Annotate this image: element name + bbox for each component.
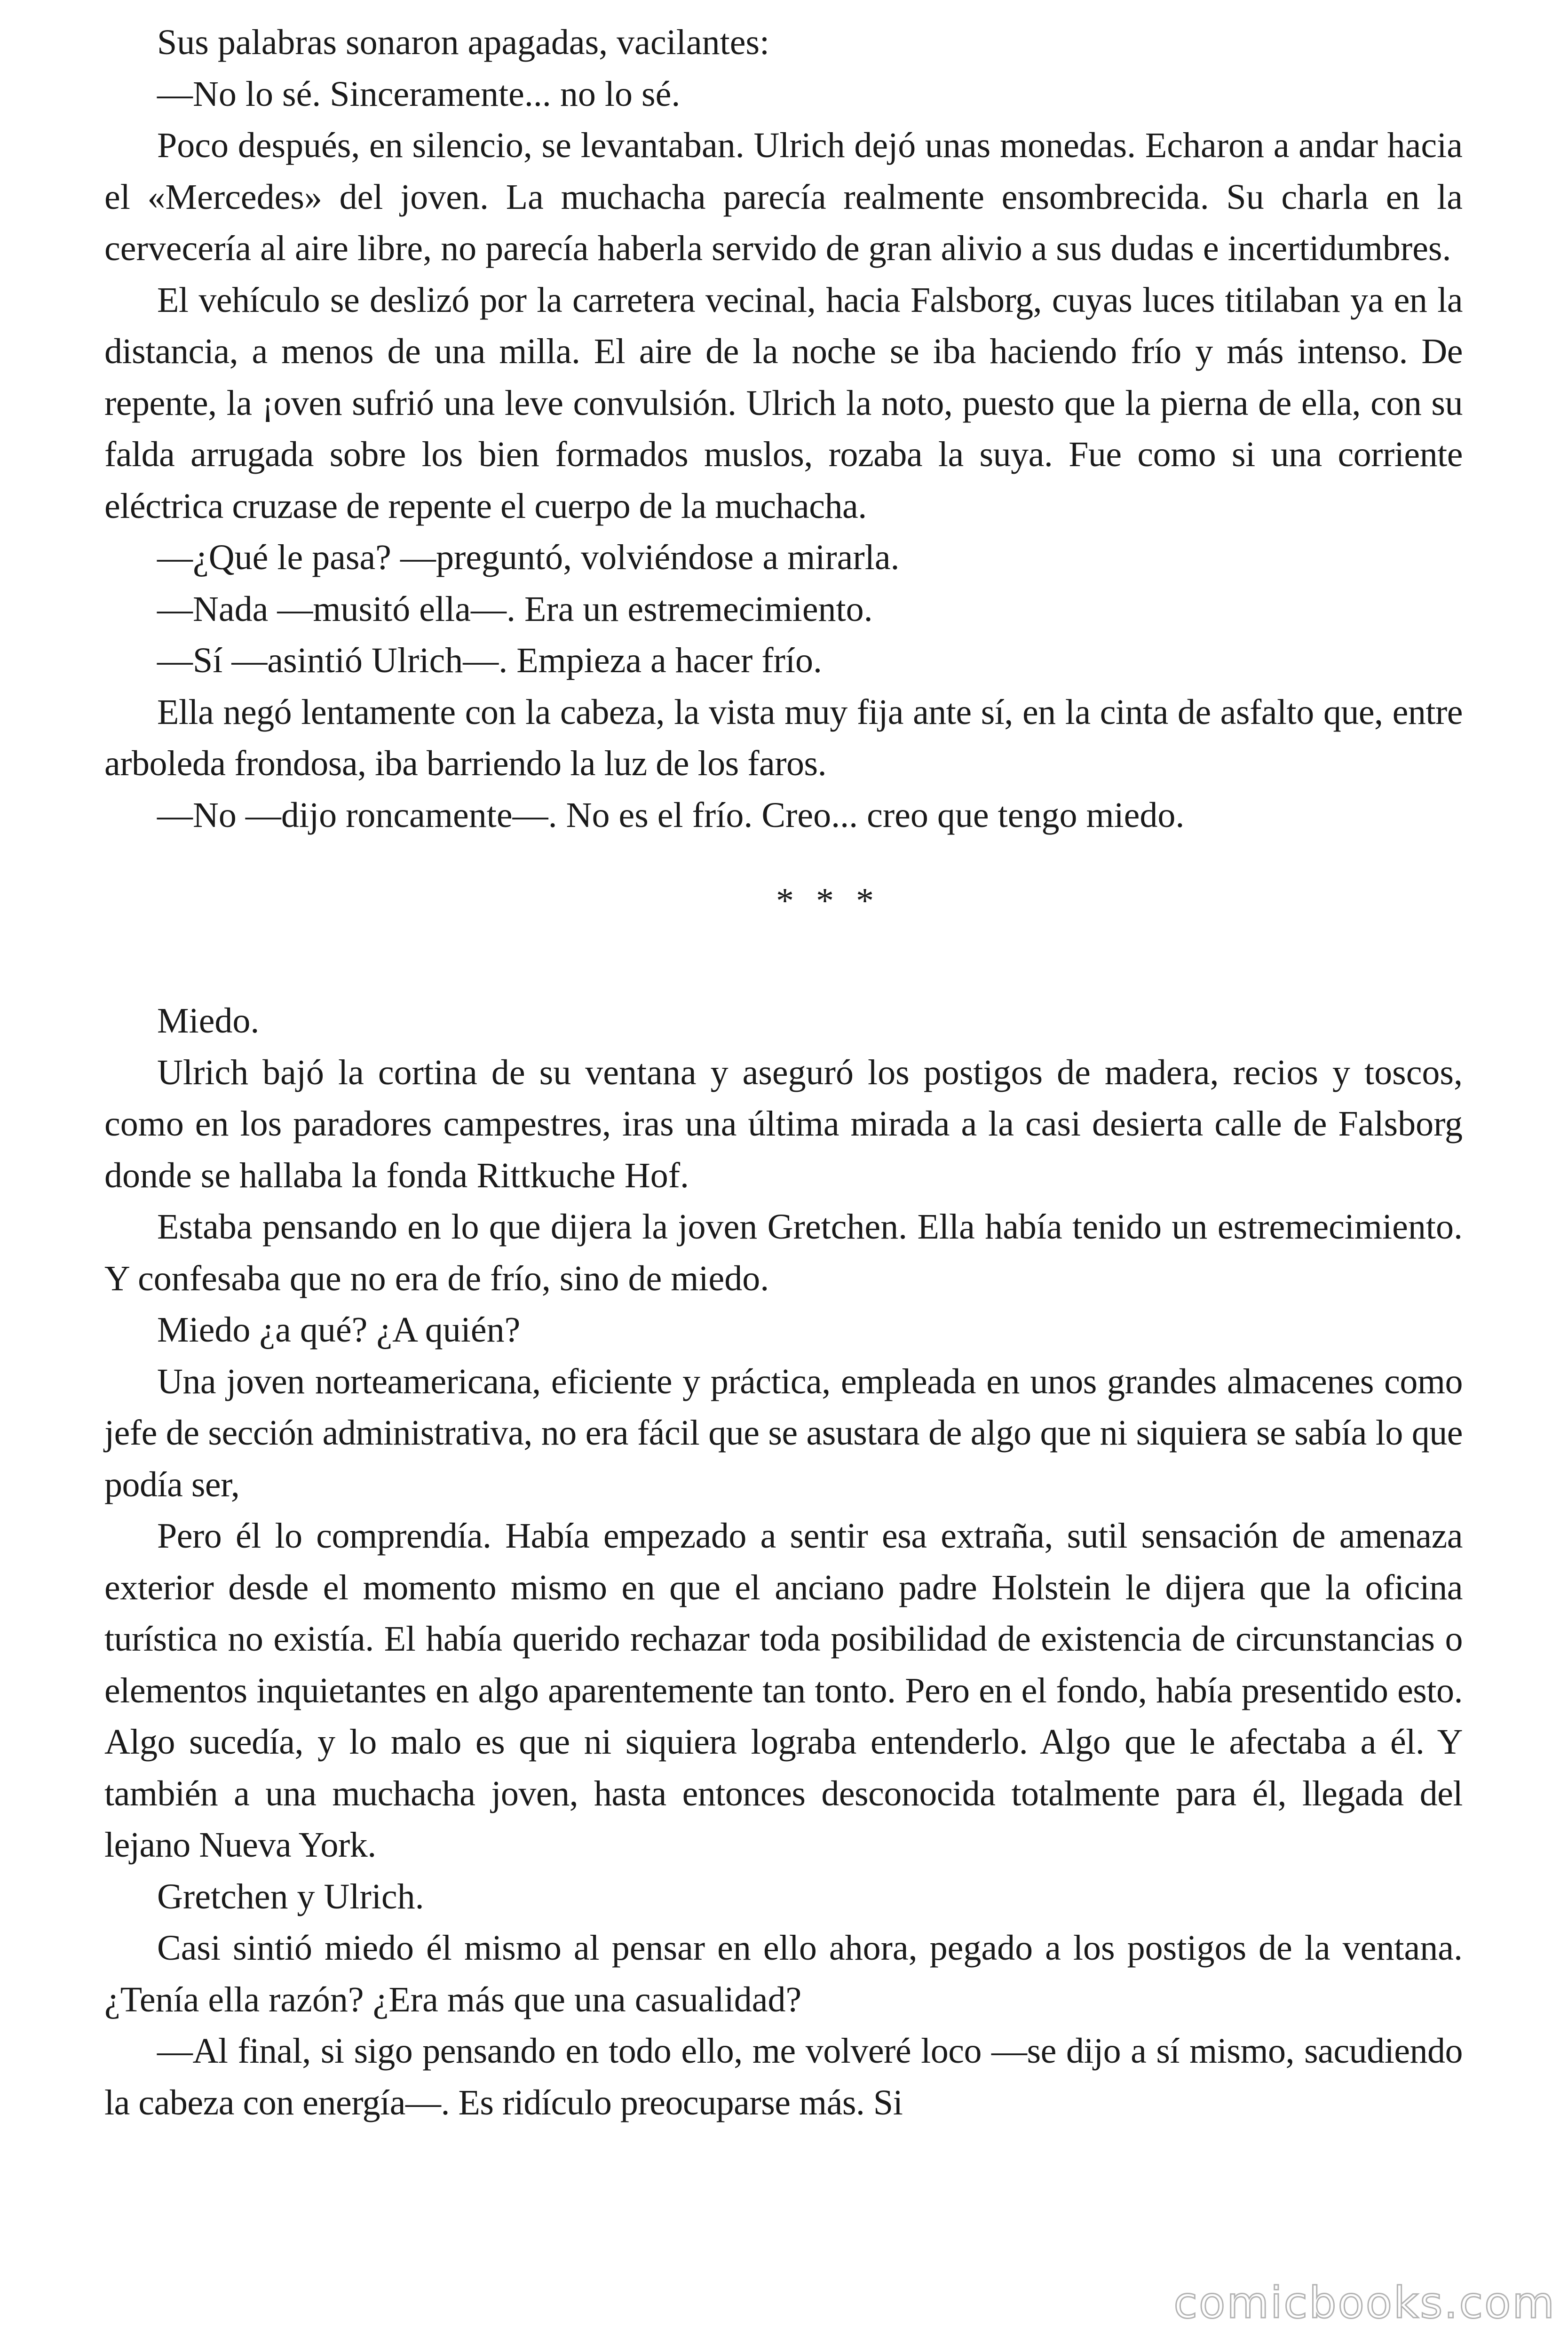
watermark: comicbooks.com <box>1173 2278 1556 2328</box>
paragraph: Sus palabras sonaron apagadas, vacilantes: <box>157 23 770 62</box>
paragraph: Poco después, en silencio, se levantaban. Ulrich dejó unas monedas. Echaron a andar hacia el «Mercedes» del joven. La muchacha parecía realmente ensombrecida. Su charla en la cervecería al aire libre, no parecía haberla servido de gran alivio a sus dudas e incertidumbres. <box>104 126 1463 268</box>
paragraph: —Nada —musitó ella—. Era un estremecimiento. <box>157 589 873 629</box>
paragraph: Ulrich bajó la cortina de su ventana y aseguró los postigos de madera, recios y toscos, como en los paradores campestres, iras una última mirada a la casi desierta calle de Falsborg donde se hallaba la fonda Rittkuche Hof. <box>104 1052 1463 1195</box>
paragraph: —No lo sé. Sinceramente... no lo sé. <box>157 74 681 114</box>
paragraph: —Al final, si sigo pensando en todo ello, me volveré loco —se dijo a sí mismo, sacudiendo la cabeza con energía—. Es ridículo preocuparse más. Si <box>104 2031 1463 2122</box>
paragraph: Una joven norteamericana, eficiente y práctica, empleada en unos grandes almacenes como jefe de sección administrativa, no era fácil que se asustara de algo que ni siquiera se sabía lo que podía ser, <box>104 1361 1463 1504</box>
paragraph: Miedo ¿a qué? ¿A quién? <box>157 1310 521 1350</box>
paragraph: El vehículo se deslizó por la carretera vecinal, hacia Falsborg, cuyas luces titilaban ya en la distancia, a menos de una milla. El aire de la noche se iba haciendo frío y más intenso. De repente, la ¡oven sufrió una leve convulsión. Ulrich la noto, puesto que la pierna de ella, con su falda arrugada sobre los bien formados muslos, rozaba la suya. Fue como si una corriente eléctrica cruzase de repente el cuerpo de la muchacha. <box>104 280 1463 526</box>
page-text <box>104 17 1463 2129</box>
paragraph: Pero él lo comprendía. Había empezado a sentir esa extraña, sutil sensación de amenaza exterior desde el momento mismo en que el anciano padre Holstein le dijera que la oficina turística no existía. El había querido rechazar toda posibilidad de existencia de circunstancias o elementos inquietantes en algo aparentemente tan tonto. Pero en el fondo, había presentido esto. Algo sucedía, y lo malo es que ni siquiera lograba entenderlo. Algo que le afectaba a él. Y también a una muchacha joven, hasta entonces desconocida totalmente para él, llegada del lejano Nueva York. <box>104 1516 1463 1865</box>
paragraph: —Sí —asintió Ulrich—. Empieza a hacer frío. <box>157 641 823 680</box>
paragraph: —¿Qué le pasa? —preguntó, volviéndose a mirarla. <box>157 538 900 577</box>
paragraph: Estaba pensando en lo que dijera la joven Gretchen. Ella había tenido un estremecimiento. Y confesaba que no era de frío, sino de miedo. <box>104 1207 1463 1298</box>
paragraph: Casi sintió miedo él mismo al pensar en ello ahora, pegado a los postigos de la ventana. ¿Tenía ella razón? ¿Era más que una casualidad? <box>104 1928 1463 2019</box>
paragraph: —No —dijo roncamente—. No es el frío. Creo... creo que tengo miedo. <box>157 795 1185 835</box>
paragraph: Gretchen y Ulrich. <box>157 1876 424 1916</box>
paragraph: Ella negó lentamente con la cabeza, la vista muy fija ante sí, en la cinta de asfalto que, entre arboleda frondosa, iba barriendo la luz de los faros. <box>104 692 1463 783</box>
paragraph: Miedo. <box>157 1001 260 1041</box>
scene-break: * * * <box>776 881 880 921</box>
